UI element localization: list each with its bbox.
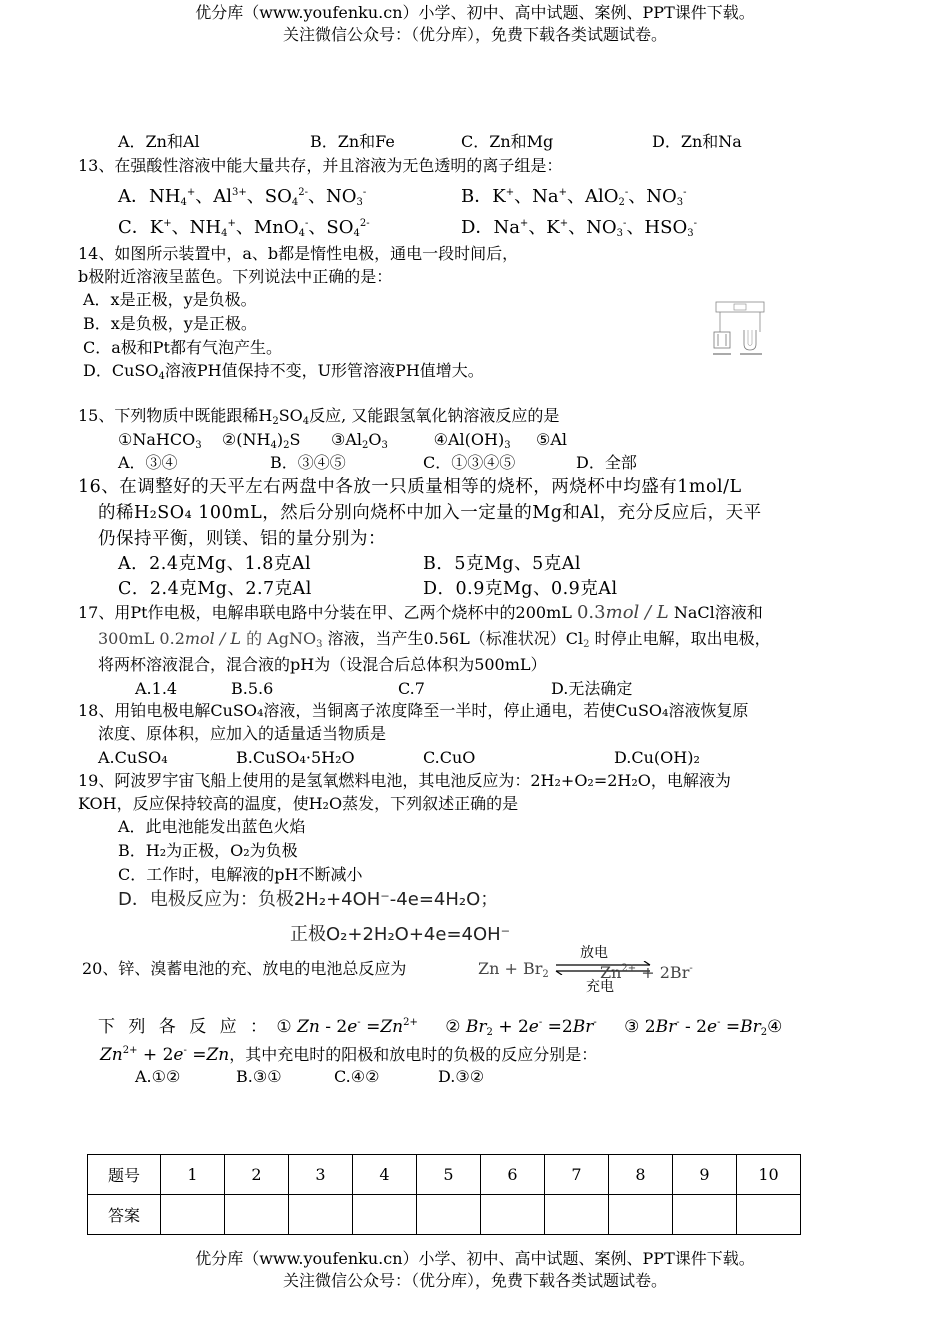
question-number-cell: 2 (225, 1155, 289, 1195)
header-line-1: 优分库（www.youfenku.cn）小学、初中、高中试题、案例、PPT课件下载。 (195, 3, 755, 22)
answer-cell[interactable] (417, 1195, 481, 1235)
question-number-cell: 9 (673, 1155, 737, 1195)
q13-option-a: A．$NH_4^+$、$Al^{3+}$、$SO_4^{2-}$、$NO_3^-$ (118, 186, 367, 208)
question-number-cell: 1 (161, 1155, 225, 1195)
q16-stem-2: 的稀H₂SO₄ 100mL，然后分别向烧杯中加入一定量的Mg和Al，充分反应后，天平 (98, 503, 762, 523)
q12-option-d: D．Zn和Na (652, 132, 742, 151)
q15-option-a: A．③④ (118, 453, 178, 472)
answer-cell[interactable] (289, 1195, 353, 1235)
answer-cell[interactable] (737, 1195, 801, 1235)
question-number-cell: 8 (609, 1155, 673, 1195)
header-line-2: 关注微信公众号：（优分库），免费下载各类试题试卷。 (282, 25, 667, 44)
discharge-label: 放电 (580, 945, 608, 961)
q17-stem-3: 将两杯溶液混合，混合液的pH为（设混合后总体积为500mL） (98, 655, 547, 674)
q20-option-a: A.①② (135, 1067, 181, 1086)
question-number-header: 题号 (88, 1155, 161, 1195)
q17-option-c: C.7 (398, 679, 425, 698)
answer-cell[interactable] (161, 1195, 225, 1235)
q15-option-b: B．③④⑤ (270, 453, 346, 472)
q19-option-d-line-2: 正极O₂+2H₂O+4e=4OH⁻ (290, 924, 511, 945)
q13-option-b: B．K+、Na+、AlO$_2$-、$NO_3^-$ (461, 186, 687, 208)
q17-option-a: A.1.4 (135, 679, 178, 698)
answer-cell[interactable] (609, 1195, 673, 1235)
charge-label: 充电 (586, 979, 614, 995)
q18-stem-2: 浓度、原体积，应加入的适量适当物质是 (98, 724, 387, 743)
answer-table-answer-row (88, 1195, 801, 1235)
q17-option-d: D.无法确定 (551, 679, 633, 698)
electrolysis-apparatus-figure (712, 298, 768, 360)
q20-stem: 20、锌、溴蓄电池的充、放电的电池总反应为 (82, 959, 407, 978)
q17-stem-2: 300mL 0.2mol / L 的 AgNO$_3$ 溶液，当产生0.56L（标准状况）$Cl_2$ 时停止电解，取出电极， (98, 629, 771, 650)
q20-option-b: B.③① (236, 1067, 282, 1086)
answer-cell[interactable] (545, 1195, 609, 1235)
q12-option-b: B．Zn和Fe (310, 132, 395, 151)
answer-header: 答案 (88, 1195, 161, 1235)
q15-option-c: C．①③④⑤ (423, 453, 516, 472)
q15-substances: ①NaHCO$_3$ $②(NH_4)_2S$ $③Al_2O_3$ $④Al(OH)_3$ ⑤Al (118, 430, 568, 451)
q14-option-a: A．x是正极，y是负极。 (83, 290, 257, 309)
q19-option-d-line-1: D．电极反应为：负极2H₂+4OH⁻-4e=4H₂O； (118, 889, 499, 910)
answer-cell[interactable] (673, 1195, 737, 1235)
question-number-cell: 3 (289, 1155, 353, 1195)
q20-option-d: D.③② (438, 1067, 485, 1086)
q16-option-c: C．2.4克Mg、2.7克Al (118, 579, 312, 599)
q18-option-a: A.CuSO₄ (98, 748, 168, 767)
q19-option-c: C．工作时，电解液的pH不断减小 (118, 865, 363, 884)
q12-option-c: C．Zn和Mg (461, 132, 554, 151)
answer-table-number-row (88, 1155, 801, 1195)
q17-option-b: B.5.6 (231, 679, 274, 698)
q20-reaction-4-line: $Zn^{2+} + 2e^- =Zn$，其中充电时的阳极和放电时的负极的反应分别是： (100, 1045, 598, 1065)
q20-reactions-line: 下 列 各 反 应 ： ① $Zn - 2e^- =Zn^{2+}$ ② $Br_2 + 2e^- =2Br^-$ ③ $2Br^- - 2e^- =Br_2④$ (98, 1017, 783, 1038)
q19-option-a: A．此电池能发出蓝色火焰 (118, 817, 306, 836)
question-number-cell: 6 (481, 1155, 545, 1195)
q14-option-c: C．a极和Pt都有气泡产生。 (83, 338, 282, 357)
answer-table (87, 1154, 801, 1235)
answer-cell[interactable] (353, 1195, 417, 1235)
q18-stem-1: 18、用铂电极电解CuSO₄溶液，当铜离子浓度降至一半时，停止通电，若使CuSO₄溶液恢复原 (78, 701, 749, 720)
q13-option-c: C．K+、$NH_4^+$、MnO$_4$-、$SO_4^{2-}$ (118, 217, 370, 239)
answer-cell[interactable] (481, 1195, 545, 1235)
q20-products: $Zn^{2+} + 2Br^-$ (600, 963, 693, 982)
footer-line-2: 关注微信公众号：（优分库），免费下载各类试题试卷。 (282, 1271, 667, 1290)
q18-option-d: D.Cu(OH)₂ (614, 748, 700, 767)
q16-stem-1: 16、在调整好的天平左右两盘中各放一只质量相等的烧杯，两烧杯中均盛有1mol/L (78, 477, 742, 497)
q13-stem: 13、在强酸性溶液中能大量共存，并且溶液为无色透明的离子组是： (78, 156, 563, 175)
q15-option-d: D．全部 (576, 453, 637, 472)
q17-stem-1: 17、用Pt作电极，电解串联电路中分装在甲、乙两个烧杯中的200mL 0.3mol / L NaCl溶液和 (78, 602, 763, 623)
q20-reactants: $Zn + Br_2$ (478, 959, 549, 980)
question-number-cell: 7 (545, 1155, 609, 1195)
q14-stem-2: b极附近溶液呈蓝色。下列说法中正确的是： (78, 267, 393, 286)
q19-stem-2: KOH，反应保持较高的温度，使H₂O蒸发，下列叙述正确的是 (78, 794, 519, 813)
q16-option-a: A．2.4克Mg、1.8克Al (118, 554, 312, 574)
q20-option-c: C.④② (334, 1067, 380, 1086)
q19-stem-1: 19、阿波罗宇宙飞船上使用的是氢氧燃料电池，其电池反应为：2H₂+O₂=2H₂O，电解液为 (78, 771, 731, 790)
q13-option-d: D．Na+、K+、$NO_3^-$、$HSO_3^-$ (461, 217, 697, 239)
q18-option-b: B.CuSO₄·5H₂O (236, 748, 355, 767)
q14-option-b: B．x是负极，y是正极。 (83, 314, 257, 333)
question-number-cell: 10 (737, 1155, 801, 1195)
q14-stem-1: 14、如图所示装置中，a、b都是惰性电极，通电一段时间后， (78, 244, 519, 263)
q14-option-d: D．CuSO$_4$溶液PH值保持不变，U形管溶液PH值增大。 (83, 361, 484, 382)
question-number-cell: 5 (417, 1155, 481, 1195)
q18-option-c: C.CuO (423, 748, 476, 767)
q19-option-b: B．H₂为正极，O₂为负极 (118, 841, 298, 860)
footer-line-1: 优分库（www.youfenku.cn）小学、初中、高中试题、案例、PPT课件下载。 (195, 1249, 755, 1268)
q16-stem-3: 仍保持平衡，则镁、铝的量分别为： (98, 529, 386, 549)
q15-stem: 15、下列物质中既能跟稀$H_2SO_4$反应, 又能跟氢氧化钠溶液反应的是 (78, 406, 560, 427)
q12-option-a: A．Zn和Al (118, 132, 200, 151)
q16-option-b: B．5克Mg、5克Al (423, 554, 581, 574)
q16-option-d: D．0.9克Mg、0.9克Al (423, 579, 618, 599)
answer-cell[interactable] (225, 1195, 289, 1235)
question-number-cell: 4 (353, 1155, 417, 1195)
